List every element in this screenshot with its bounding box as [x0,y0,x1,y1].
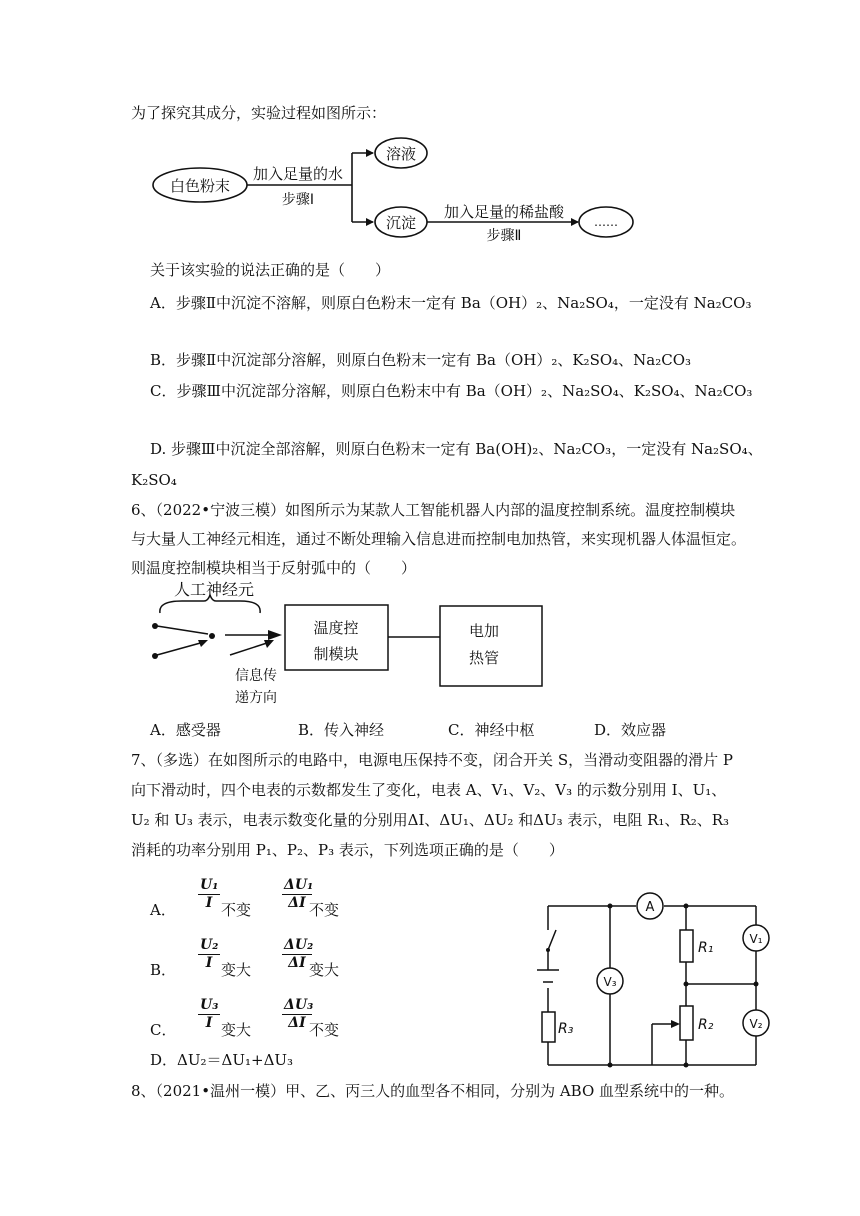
q7-option-b-fraction-1: $\frac{\text{U₂}}{I}$ [200,937,219,971]
q7-option-c-label: C． [150,1021,177,1039]
resistor-r1-label: R₁ [698,940,714,956]
flow-white-powder: 白色粉末 [169,177,231,195]
q7-option-d: D．ΔU₂＝ΔU₁+ΔU₃ [150,1051,294,1069]
voltmeter-v3-label: V₃ [603,975,617,989]
q6-line3: 则温度控制模块相当于反射弧中的（ ） [131,559,417,577]
q7-line3: U₂ 和 U₃ 表示，电表示数变化量的分别用ΔI、ΔU₁、ΔU₂ 和ΔU₃ 表示，电阻 R₁、R₂、R₃ [131,811,730,829]
voltmeter-v2-label: V₂ [749,1017,763,1031]
q6-option-a: A．感受器 [150,721,221,739]
q6-line1: 6、（2022•宁波三模）如图所示为某款人工智能机器人内部的温度控制系统。温度控制模块 [131,501,736,519]
flow-ellipsis: …… [594,215,618,229]
q7-line4: 消耗的功率分别用 P₁、P₂、P₃ 表示，下列选项正确的是（ ） [131,841,564,859]
flow-add-water: 加入足量的水 [252,165,344,183]
resistor-r2-label: R₂ [698,1017,714,1033]
q5-option-c: C．步骤Ⅲ中沉淀部分溶解，则原白色粉末中有 Ba（OH）₂、Na₂SO₄、K₂SO₄、Na₂CO₃ [150,382,753,400]
info-direction-label-1: 信息传 [235,668,277,684]
q5-option-d-line1: D. 步骤Ⅲ中沉淀全部溶解，则原白色粉末一定有 Ba(OH)₂、Na₂CO₃，一定没有 Na₂SO₄、 [150,440,763,458]
q7-option-c-fraction-2: $\frac{\text{ΔU₃}}{\Delta I}$ [284,997,314,1031]
q7-option-a-text-2: 不变 [309,901,340,919]
intro-text: 为了探究其成分，实验过程如图所示： [131,104,387,122]
q7-option-c-text-2: 不变 [309,1021,340,1039]
q7-option-a-text-1: 不变 [221,901,252,919]
flow-step2: 步骤Ⅱ [486,228,522,244]
q5-option-a: A．步骤Ⅱ中沉淀不溶解，则原白色粉末一定有 Ba（OH）₂、Na₂SO₄，一定没有 Na₂CO₃ [150,294,752,312]
q7-option-b-text-2: 变大 [309,961,340,979]
q6-option-d: D．效应器 [594,721,667,739]
q6-option-b: B．传入神经 [298,721,385,739]
q6-line2: 与大量人工神经元相连，通过不断处理输入信息进而控制电加热管，来实现机器人体温恒定。 [131,530,747,548]
q7-option-b-label: B． [150,961,177,979]
q6-option-c: C．神经中枢 [448,721,535,739]
module-label-2: 制模块 [313,645,359,663]
q7-option-c-fraction-1: $\frac{\text{U₃}}{I}$ [200,997,219,1031]
module-label-1: 温度控 [313,619,359,637]
flow-precipitate: 沉淀 [385,214,417,232]
resistor-r3-label: R₃ [558,1021,574,1037]
q7-option-b-text-1: 变大 [221,961,252,979]
q7-line1: 7、（多选）在如图所示的电路中，电源电压保持不变，闭合开关 S，当滑动变阻器的滑片 P [131,751,733,769]
voltmeter-v1-label: V₁ [749,932,763,946]
q7-line2: 向下滑动时，四个电表的示数都发生了变化，电表 A、V₁、V₂、V₃ 的示数分别用 I、U₁、 [131,781,727,799]
flow-step1: 步骤Ⅰ [281,192,315,208]
q8-line1: 8、（2021•温州一模）甲、乙、丙三人的血型各不相同，分别为 ABO 血型系统中的一种。 [131,1082,735,1100]
info-direction-label-2: 递方向 [235,690,277,706]
flow-solution: 溶液 [385,145,417,163]
heater-label-1: 电加 [468,622,500,640]
ammeter-label: A [645,900,655,915]
q7-option-b-fraction-2: $\frac{\text{ΔU₂}}{\Delta I}$ [284,937,314,971]
heater-label-2: 热管 [468,649,500,667]
q7-option-c-text-1: 变大 [221,1021,252,1039]
q7-option-a-fraction-1: $\frac{\text{U₁}}{I}$ [200,877,219,911]
q5-stem: 关于该实验的说法正确的是（ ） [150,261,391,279]
q7-option-a-label: A． [150,901,176,919]
q5-option-b: B．步骤Ⅱ中沉淀部分溶解，则原白色粉末一定有 Ba（OH）₂、K₂SO₄、Na₂CO₃ [150,351,692,369]
neuron-label: 人工神经元 [173,580,255,599]
q5-option-d-line2: K₂SO₄ [131,471,177,489]
flow-add-hcl: 加入足量的稀盐酸 [443,203,565,221]
q7-option-a-fraction-2: $\frac{\text{ΔU₁}}{\Delta I}$ [284,877,314,911]
